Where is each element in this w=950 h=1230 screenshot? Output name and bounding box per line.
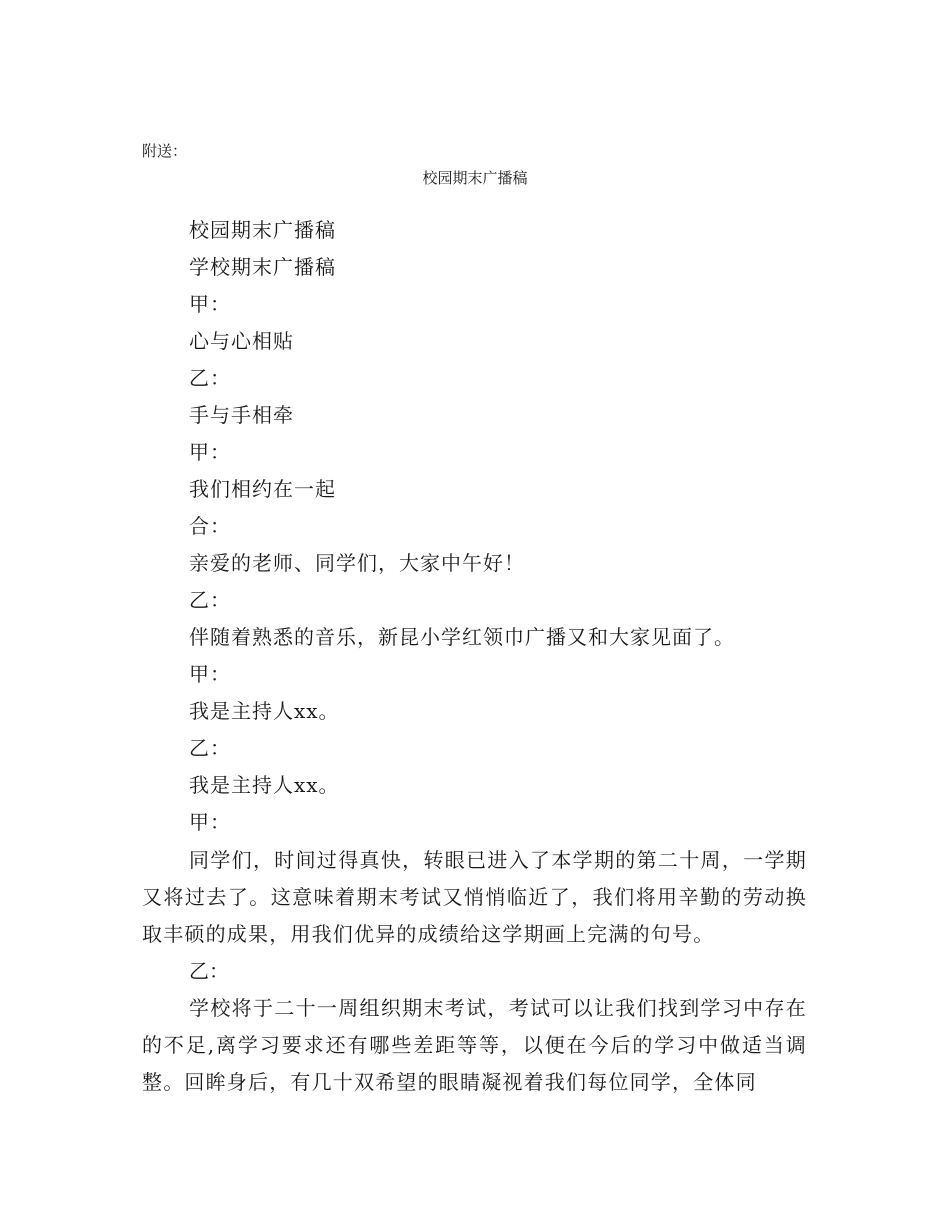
paragraph-body: 学校将于二十一周组织期末考试，考试可以让我们找到学习中存在的不足,离学习要求还有哪些差距等等，以便在今后的学习中做适当调整。回眸身后，有几十双希望的眼睛凝视着我们每位同学，全体同 (142, 996, 807, 1094)
document-subtitle: 校园期末广播稿 (422, 169, 528, 187)
paragraph-body: 同学们，时间过得真快，转眼已进入了本学期的第二十周，一学期又将过去了。这意味着期末考试又悄悄临近了，我们将用辛勤的劳动换取丰硕的成果，用我们优异的成绩给这学期画上完满的句号。 (142, 848, 807, 946)
script-line: 甲： (189, 292, 231, 316)
script-line: 甲： (189, 440, 231, 464)
script-line: 校园期末广播稿 (189, 218, 336, 242)
script-line: 乙： (189, 366, 231, 390)
script-lines (189, 212, 829, 841)
script-line: 伴随着熟悉的音乐，新昆小学红领巾广播又和大家见面了。 (189, 625, 735, 649)
script-line: 我们相约在一起 (189, 477, 336, 501)
script-line: 乙： (189, 736, 231, 760)
speaker-label: 乙： (189, 959, 229, 983)
script-line: 我是主持人xx。 (189, 699, 340, 723)
script-line: 我是主持人xx。 (189, 773, 340, 797)
script-line: 亲爱的老师、同学们，大家中午好！ (189, 551, 525, 575)
script-line: 乙： (189, 588, 231, 612)
script-line: 学校期末广播稿 (189, 255, 336, 279)
script-line: 甲： (189, 810, 231, 834)
script-line: 合： (189, 514, 231, 538)
script-line: 甲： (189, 662, 231, 686)
script-line: 心与心相贴 (189, 329, 294, 353)
attachment-note: 附送： (142, 142, 188, 160)
script-line: 手与手相牵 (189, 403, 294, 427)
